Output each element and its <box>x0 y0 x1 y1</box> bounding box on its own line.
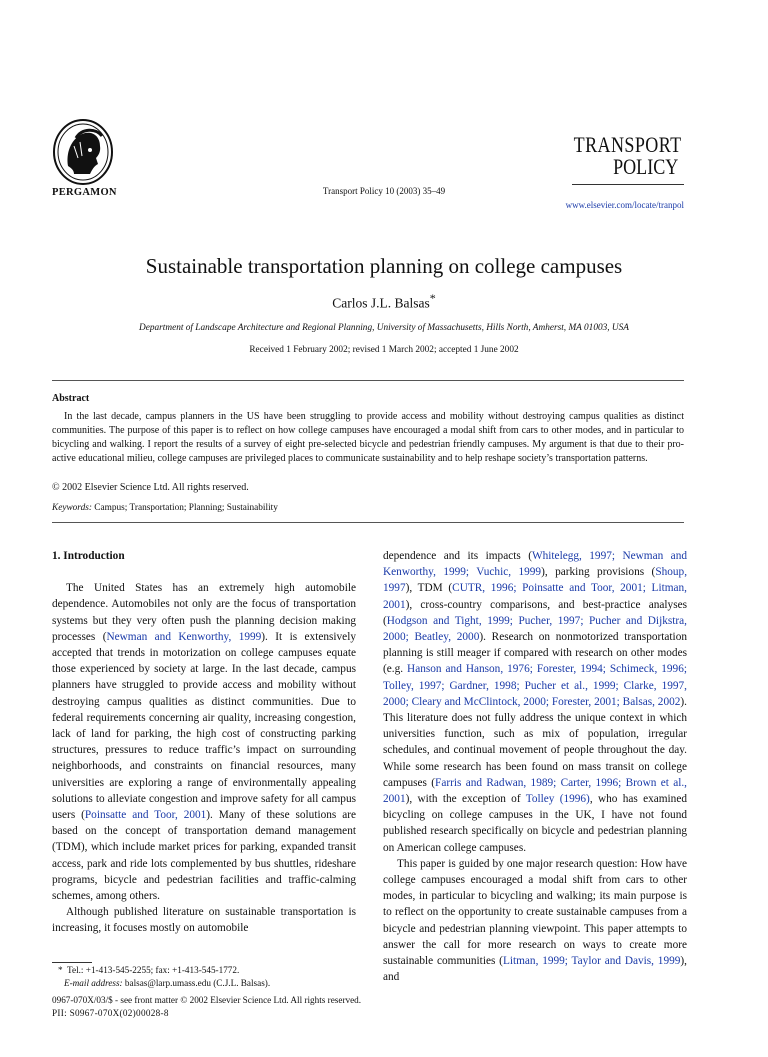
abstract-heading: Abstract <box>52 393 90 404</box>
footnote-phone-text: Tel.: +1-413-545-2255; fax: +1-413-545-1772. <box>67 965 240 975</box>
footnote-email-address[interactable]: balsas@larp.umass.edu (C.J.L. Balsas). <box>124 978 271 988</box>
right-text-2: ), parking provisions ( <box>541 566 656 579</box>
right-text-6: ). This literature does not fully address the unique context in which universities function, such as mix of population, irregular schedules, and continual movement of people throughout the day. While some research has been found on mass transit on college campuses ( <box>383 695 687 789</box>
intro-p1-text-c: ). Many of these solutions are based on the concept of transportation demand management (TDM), which include market prices for parking, expanded transit access, park and ride lots complemented by bus shuttles, rideshare programs, bicycle and pedestrian facilities and traffic-calming schemes, among others. <box>52 809 356 903</box>
journal-logo-line2: POLICY <box>613 154 679 179</box>
citation-link[interactable]: Hanson and Hanson, 1976; Forester, 1994; Schimeck, 1996; Tolley, 1997; Gardner, 1998; Pucher et al., 1999; Clarke, 1997, 2000; Cleary and McClintock, 2000; Forester, 2001; Balsas, 2002 <box>383 663 687 708</box>
citation-link[interactable]: Litman, 1999; Taylor and Davis, 1999 <box>502 955 681 968</box>
right-text-8: , who has examined bicycling on college campuses in the UK, I have not found published research specifically on bicycle and pedestrian planning on American college campuses. <box>383 793 687 854</box>
author-affiliation: Department of Landscape Architecture and Regional Planning, University of Massachusetts, Hills North, Amherst, MA 01003, USA <box>139 323 629 333</box>
intro-paragraph-3 <box>383 856 687 986</box>
right-text-4: ), cross-country comparisons, and best-practice analyses ( <box>383 598 687 627</box>
intro-p1-text-b: ). It is extensively accepted that trends in motorization on college campuses equate those experienced by society at large. In the last decade, campus planners have struggled to provide access and mobility without destroying campus qualities as distinct communities. Due to federal requirements concerning air quality, increasing congestion, lack of land for parking, the high cost of constructing parking structures, pressures to reduce traffic’s impact on surrounding neighborhoods, and constraints on financial resources, many universities are exploring a range of environmentally appealing solutions to alleviate congestion and improve safety for all campus users ( <box>52 630 356 822</box>
citation-link[interactable]: Newman and Kenworthy, 1999 <box>106 630 262 643</box>
keywords-label: Keywords: <box>52 503 92 513</box>
abstract-bottom-rule <box>52 522 684 523</box>
body-column-right <box>383 548 687 985</box>
author-footnote-mark[interactable]: * <box>429 291 436 305</box>
footnote-email <box>64 977 364 990</box>
intro-paragraph-1-cont <box>383 548 687 856</box>
keywords-line <box>52 503 278 513</box>
citation-link[interactable]: CUTR, 1996; Poinsatte and Toor, 2001; Litman, 2001 <box>383 582 687 611</box>
article-title: Sustainable transportation planning on college campuses <box>145 254 623 278</box>
intro-p1-text-a: The United States has an extremely high automobile dependence. Automobiles not only are the focus of transportation systems but they very often push the planning decision making processes ( <box>52 582 356 643</box>
journal-logo-rule <box>572 184 684 185</box>
citation-link[interactable]: Farris and Radwan, 1989; Carter, 1996; Brown et al., 2001 <box>383 776 687 806</box>
citation-link[interactable]: Shoup, 1997 <box>383 566 688 595</box>
citation-link[interactable]: Whitelegg, 1997; Newman and Kenworthy, 1999; Vuchic, 1999 <box>383 550 687 579</box>
front-matter-line: 0967-070X/03/$ - see front matter © 2002 Elsevier Science Ltd. All rights reserved. <box>52 995 362 1005</box>
article-dates: Received 1 February 2002; revised 1 March 2002; accepted 1 June 2002 <box>249 345 519 355</box>
abstract-body: In the last decade, campus planners in the US have been struggling to provide access and mobility without destroying campus qualities as distinct communities. The purpose of this paper is to reflect on how college campuses have encouraged a modal shift from cars to other modes, and in particular to bicycling and walking. I report the results of a survey of eight pre-selected bicycle and pedestrian friendly campuses. My argument is that due to their pro-active educational milieu, college campuses are privileged places to communicate sustainability and to help reshape society’s transportation patterns. <box>52 411 684 464</box>
footnote-rule <box>52 962 92 963</box>
citation-link[interactable]: Poinsatte and Toor, 2001 <box>84 809 207 822</box>
intro-paragraph-2: Although published literature on sustainable transportation is increasing, it focuses mostly on automobile <box>52 906 356 935</box>
footnote-email-label: E-mail address: <box>64 978 123 988</box>
citation-link[interactable]: Hodgson and Tight, 1999; Pucher, 1997; Pucher and Dijkstra, 2000; Beatley, 2000 <box>383 614 687 644</box>
abstract-top-rule <box>52 380 684 381</box>
journal-logo <box>574 134 682 178</box>
footnote-mark: * <box>58 965 63 975</box>
keywords-list: Campus; Transportation; Planning; Sustainability <box>94 503 278 513</box>
pii-line: PII: S0967-070X(02)00028-8 <box>52 1008 169 1018</box>
right-p2-text-a: This paper is guided by one major research question: How have college campuses encouraged a modal shift from cars to other modes, in particular to bicycling and walking; its main purpose is to reflect on the opportunity to create sustainable campuses from a bicycle and pedestrian planning viewpoint. This paper attempts to answer the call for more research on ways to create more sustainable communities ( <box>383 857 687 968</box>
author-name: Carlos J.L. Balsas <box>332 295 430 311</box>
right-p2-text-b: ), and <box>383 955 687 984</box>
right-text-7: ), with the exception of <box>405 793 526 806</box>
publisher-name: PERGAMON <box>52 187 117 198</box>
intro-paragraph-1 <box>52 580 356 904</box>
right-text-3: ), TDM ( <box>405 582 453 595</box>
author-line <box>0 291 768 312</box>
abstract-text <box>52 410 684 466</box>
journal-url-link[interactable]: www.elsevier.com/locate/tranpol <box>565 200 684 210</box>
right-text-1: dependence and its impacts ( <box>383 550 532 562</box>
abstract-copyright: © 2002 Elsevier Science Ltd. All rights reserved. <box>52 482 249 493</box>
journal-citation: Transport Policy 10 (2003) 35–49 <box>322 186 446 196</box>
journal-logo-line1: TRANSPORT <box>574 132 682 157</box>
right-text-5: ). Research on nonmotorized transportation planning is still meager if compared with research on other modes (e.g. <box>383 631 687 676</box>
footnote-phone <box>58 964 358 977</box>
pergamon-logo-icon <box>52 118 114 186</box>
citation-link[interactable]: Tolley (1996) <box>525 793 590 806</box>
body-column-left <box>52 548 356 937</box>
section-heading-introduction: 1. Introduction <box>52 550 125 562</box>
